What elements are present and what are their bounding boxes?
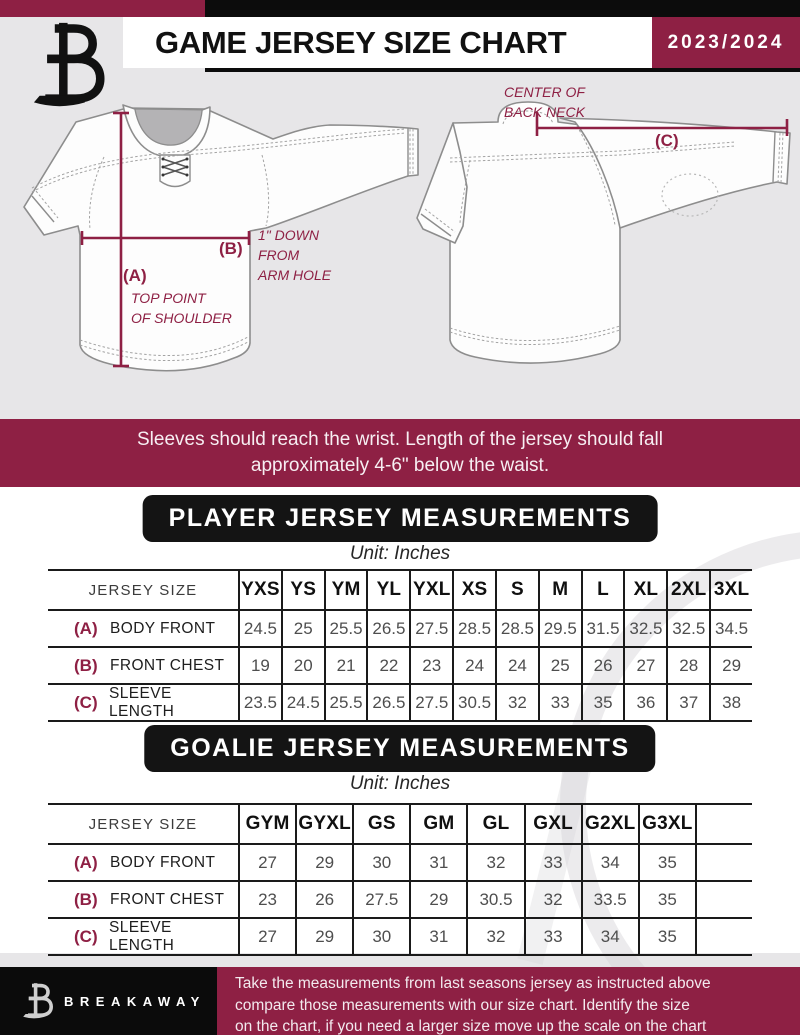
brand-name: BREAKAWAY	[64, 993, 206, 1009]
table-cell: 33	[524, 919, 581, 954]
table-row	[48, 845, 752, 882]
table-cell: 28	[666, 648, 709, 683]
table-cell: M	[538, 571, 581, 609]
table-cell: 29	[295, 845, 352, 880]
table-cell: 24.5	[281, 685, 324, 720]
breakaway-b-logo-small-icon	[20, 981, 56, 1021]
table-cell: 35	[638, 919, 695, 954]
table-cell: 29	[409, 882, 466, 917]
table-cell: 32	[524, 882, 581, 917]
table-cell: 27.5	[409, 611, 452, 646]
row-key: (B)	[74, 889, 98, 909]
table-cell: 26.5	[366, 685, 409, 720]
table-cell: 33	[538, 685, 581, 720]
breakaway-b-logo-icon	[26, 20, 112, 110]
row-name: BODY FRONT	[110, 619, 216, 637]
table-cell: 23	[409, 648, 452, 683]
table-cell: 31	[409, 919, 466, 954]
table-cell: 23	[238, 882, 295, 917]
table-cell: 34	[581, 845, 638, 880]
table-cell: 32.5	[666, 611, 709, 646]
table-row	[48, 919, 752, 956]
table-row	[48, 685, 752, 722]
table-cell: 28.5	[452, 611, 495, 646]
table-cell	[695, 845, 752, 880]
table-cell: 34.5	[709, 611, 752, 646]
table-cell: 26	[295, 882, 352, 917]
table-cell: GYM	[238, 805, 295, 843]
title-bar	[123, 17, 652, 68]
table-cell: 30.5	[466, 882, 523, 917]
table-header-row	[48, 805, 752, 845]
row-value-cells	[238, 611, 752, 646]
table-cell: 19	[238, 648, 281, 683]
row-value-cells	[238, 685, 752, 720]
player-size-table	[48, 569, 752, 722]
table-cell: GM	[409, 805, 466, 843]
table-cell: GXL	[524, 805, 581, 843]
table-cell: 31	[409, 845, 466, 880]
row-key: (A)	[74, 852, 98, 872]
table-cell: 27.5	[409, 685, 452, 720]
table-cell: 27	[238, 845, 295, 880]
table-cell: 30	[352, 845, 409, 880]
table-cell	[695, 882, 752, 917]
table-row	[48, 648, 752, 685]
table-cell: 27	[238, 919, 295, 954]
table-cell: 25.5	[324, 611, 367, 646]
header-maroon-strip	[0, 0, 205, 17]
table-cell: 24.5	[238, 611, 281, 646]
table-cell: 30.5	[452, 685, 495, 720]
table-cell: 26	[581, 648, 624, 683]
footer-line3: on the chart, if you need a larger size move up the scale on the chart	[235, 1018, 707, 1035]
table-cell: 35	[638, 882, 695, 917]
table-cell: 35	[581, 685, 624, 720]
table-cell: 25.5	[324, 685, 367, 720]
jersey-size-header: JERSEY SIZE	[88, 581, 198, 599]
table-cell: 20	[281, 648, 324, 683]
table-cell: G2XL	[581, 805, 638, 843]
table-cell: 25	[538, 648, 581, 683]
table-cell: S	[495, 571, 538, 609]
measure-b-desc: 1" DOWN FROM ARM HOLE	[258, 227, 332, 283]
back-jersey-illustration	[415, 92, 800, 380]
row-value-cells	[238, 919, 752, 954]
row-key: (A)	[74, 618, 98, 638]
footer-instructions	[217, 967, 800, 1035]
footer-line1: Take the measurements from last seasons jersey as instructed above	[235, 975, 711, 992]
table-cell: 28.5	[495, 611, 538, 646]
table-cell: 30	[352, 919, 409, 954]
table-cell: GL	[466, 805, 523, 843]
table-row	[48, 882, 752, 919]
row-name: FRONT CHEST	[110, 656, 225, 674]
table-cell: 31.5	[581, 611, 624, 646]
row-name: BODY FRONT	[110, 853, 216, 871]
goalie-unit-label: Unit: Inches	[349, 773, 451, 794]
measure-c-desc: CENTER OF BACK NECK	[504, 84, 585, 120]
table-cell: YS	[281, 571, 324, 609]
goalie-section-title: GOALIE JERSEY MEASUREMENTS	[144, 725, 655, 772]
table-cell: 27	[623, 648, 666, 683]
table-cell: 33	[524, 845, 581, 880]
table-cell: 29	[295, 919, 352, 954]
table-cell: 38	[709, 685, 752, 720]
table-row	[48, 611, 752, 648]
fit-note-line1: Sleeves should reach the wrist. Length of the jersey should fall	[137, 429, 663, 450]
footer-line2: compare those measurements with our size chart. Identify the size	[235, 996, 690, 1014]
table-cell	[695, 919, 752, 954]
row-name: SLEEVE LENGTH	[109, 918, 175, 954]
table-cell: 36	[623, 685, 666, 720]
row-key: (C)	[74, 926, 98, 946]
measure-b-label: (B)	[219, 239, 243, 258]
table-cell: YL	[366, 571, 409, 609]
season-badge: 2023/2024	[652, 17, 800, 68]
row-key: (B)	[74, 655, 98, 675]
table-cell: 32	[466, 919, 523, 954]
table-cell: G3XL	[638, 805, 695, 843]
table-cell: 29	[709, 648, 752, 683]
size-header-cells	[238, 571, 752, 609]
row-name: SLEEVE LENGTH	[109, 684, 175, 720]
goalie-size-table	[48, 803, 752, 956]
table-cell: 21	[324, 648, 367, 683]
table-cell: 34	[581, 919, 638, 954]
row-value-cells	[238, 882, 752, 917]
table-cell: YXS	[238, 571, 281, 609]
table-cell: GYXL	[295, 805, 352, 843]
row-value-cells	[238, 648, 752, 683]
table-cell	[695, 805, 752, 843]
table-cell: 2XL	[666, 571, 709, 609]
table-cell: 26.5	[366, 611, 409, 646]
player-unit-label: Unit: Inches	[349, 543, 451, 564]
table-cell: 27.5	[352, 882, 409, 917]
row-value-cells	[238, 845, 752, 880]
table-cell: 24	[452, 648, 495, 683]
size-header-cells	[238, 805, 752, 843]
table-cell: 24	[495, 648, 538, 683]
measure-a-label: (A)	[123, 266, 147, 285]
fit-note-line2: approximately 4-6" below the waist.	[250, 455, 550, 476]
table-cell: 32	[466, 845, 523, 880]
table-cell: 22	[366, 648, 409, 683]
player-section-title: PLAYER JERSEY MEASUREMENTS	[143, 495, 658, 542]
table-cell: 3XL	[709, 571, 752, 609]
measure-c-label: (C)	[655, 131, 679, 150]
table-cell: YM	[324, 571, 367, 609]
row-name: FRONT CHEST	[110, 890, 225, 908]
row-key: (C)	[74, 692, 98, 712]
table-cell: 35	[638, 845, 695, 880]
table-cell: 23.5	[238, 685, 281, 720]
table-header-row	[48, 571, 752, 611]
table-cell: L	[581, 571, 624, 609]
table-cell: YXL	[409, 571, 452, 609]
table-cell: XS	[452, 571, 495, 609]
footer-brand-block	[0, 967, 217, 1035]
page-title: GAME JERSEY SIZE CHART	[155, 24, 567, 60]
table-cell: 32.5	[623, 611, 666, 646]
fit-note-banner	[0, 419, 800, 487]
table-cell: 32	[495, 685, 538, 720]
table-cell: 37	[666, 685, 709, 720]
table-cell: 33.5	[581, 882, 638, 917]
jersey-size-header: JERSEY SIZE	[88, 815, 198, 833]
table-cell: GS	[352, 805, 409, 843]
measure-a-desc: TOP POINT OF SHOULDER	[131, 290, 232, 326]
table-cell: 25	[281, 611, 324, 646]
table-cell: 29.5	[538, 611, 581, 646]
table-cell: XL	[623, 571, 666, 609]
